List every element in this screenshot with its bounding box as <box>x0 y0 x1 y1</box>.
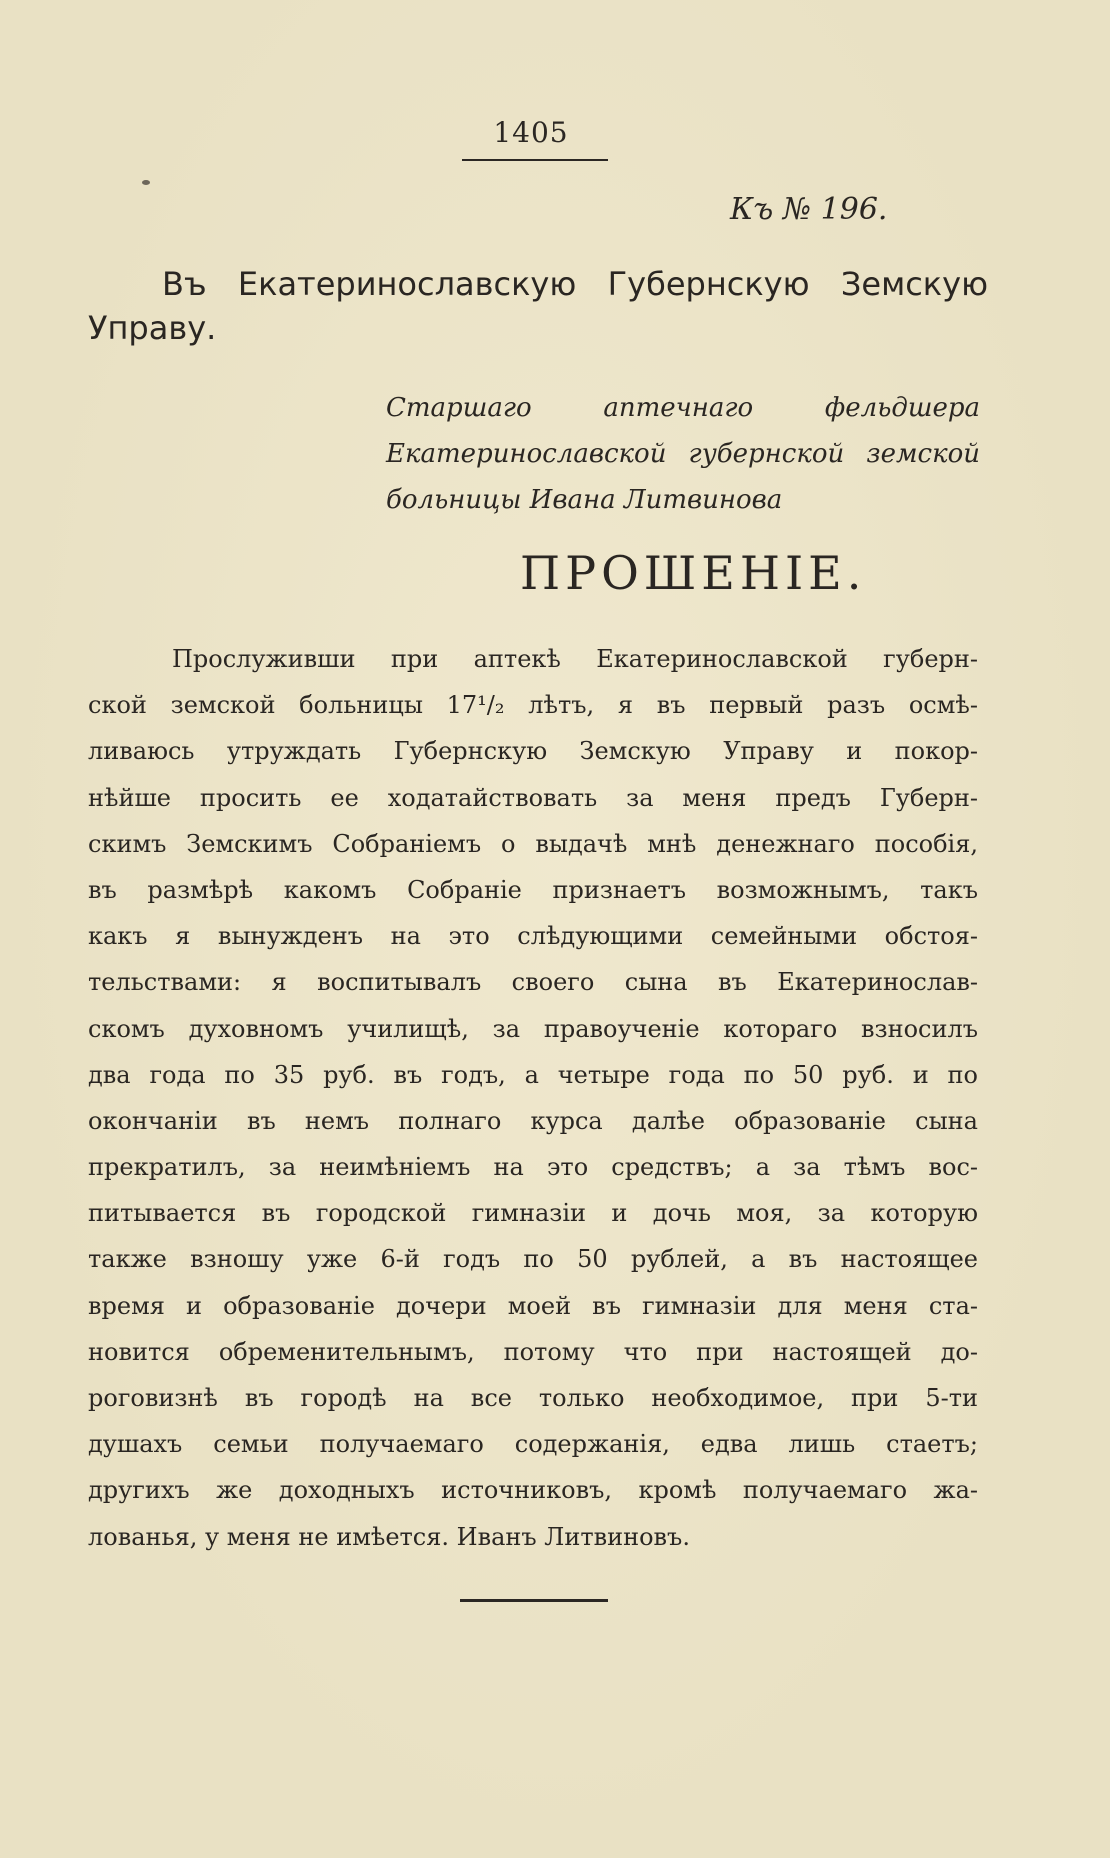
ink-speck <box>142 180 150 185</box>
petitioner-line-1: Старшаго аптечнаго фельдшера <box>386 393 980 423</box>
body-line: два года по 35 руб. въ годъ, а четыре года по 50 руб. и по <box>88 1060 978 1089</box>
body-line: окончаніи въ немъ полнаго курса далѣе образованіе сына <box>88 1106 978 1135</box>
body-line: также взношу уже 6-й годъ по 50 рублей, а въ настоящее <box>88 1245 978 1274</box>
reference-number: Къ № 196. <box>730 192 888 227</box>
body-line: новится обременительнымъ, потому что при настоящей до- <box>88 1337 978 1366</box>
body-line: лованья, у меня не имѣется. Иванъ Литвиновъ. <box>88 1522 690 1551</box>
top-rule <box>462 159 608 161</box>
body-line: прекратилъ, за неимѣніемъ на это средствъ; а за тѣмъ вос- <box>88 1153 978 1182</box>
body-line: Прослуживши при аптекѣ Екатеринославской губерн- <box>172 645 978 673</box>
addressee-line-1: Въ Екатеринославскую Губернскую Земскую <box>162 265 988 303</box>
body-line: въ размѣрѣ какомъ Собраніе признаетъ возможнымъ, такъ <box>88 875 978 904</box>
body-line: тельствами: я воспитывалъ своего сына въ Екатеринослав- <box>88 968 978 997</box>
petitioner-line-2: Екатеринославской губернской земской <box>386 439 980 469</box>
body-line: питывается въ городской гимназіи и дочь моя, за которую <box>88 1199 978 1228</box>
body-line: нѣйше просить ее ходатайствовать за меня предъ Губерн- <box>88 783 978 812</box>
petition-body <box>88 636 978 1560</box>
body-line: другихъ же доходныхъ источниковъ, кромѣ получаемаго жа- <box>88 1476 978 1505</box>
addressee-line-2: Управу. <box>88 309 217 347</box>
addressee <box>88 262 988 350</box>
body-line: какъ я вынужденъ на это слѣдующими семейными обстоя- <box>88 922 978 951</box>
body-line: душахъ семьи получаемаго содержанія, едва лишь стаетъ; <box>88 1430 978 1459</box>
body-line: ливаюсь утруждать Губернскую Земскую Управу и покор- <box>88 737 978 766</box>
petitioner <box>386 385 980 523</box>
petitioner-line-3: больницы Ивана Литвинова <box>386 485 783 515</box>
bottom-rule <box>460 1599 608 1602</box>
body-line: ской земской больницы 17¹/₂ лѣтъ, я въ первый разъ осмѣ- <box>88 691 978 720</box>
body-line: скомъ духовномъ училищѣ, за правоученіе котораго взносилъ <box>88 1014 978 1043</box>
page-number: 1405 <box>493 116 569 149</box>
document-heading: ПРОШЕНІЕ. <box>520 546 867 600</box>
body-line: роговизнѣ въ городѣ на все только необходимое, при 5-ти <box>88 1384 978 1412</box>
body-line: скимъ Земскимъ Собраніемъ о выдачѣ мнѣ денежнаго пособія, <box>88 829 978 858</box>
body-line: время и образованіе дочери моей въ гимназіи для меня ста- <box>88 1291 978 1320</box>
